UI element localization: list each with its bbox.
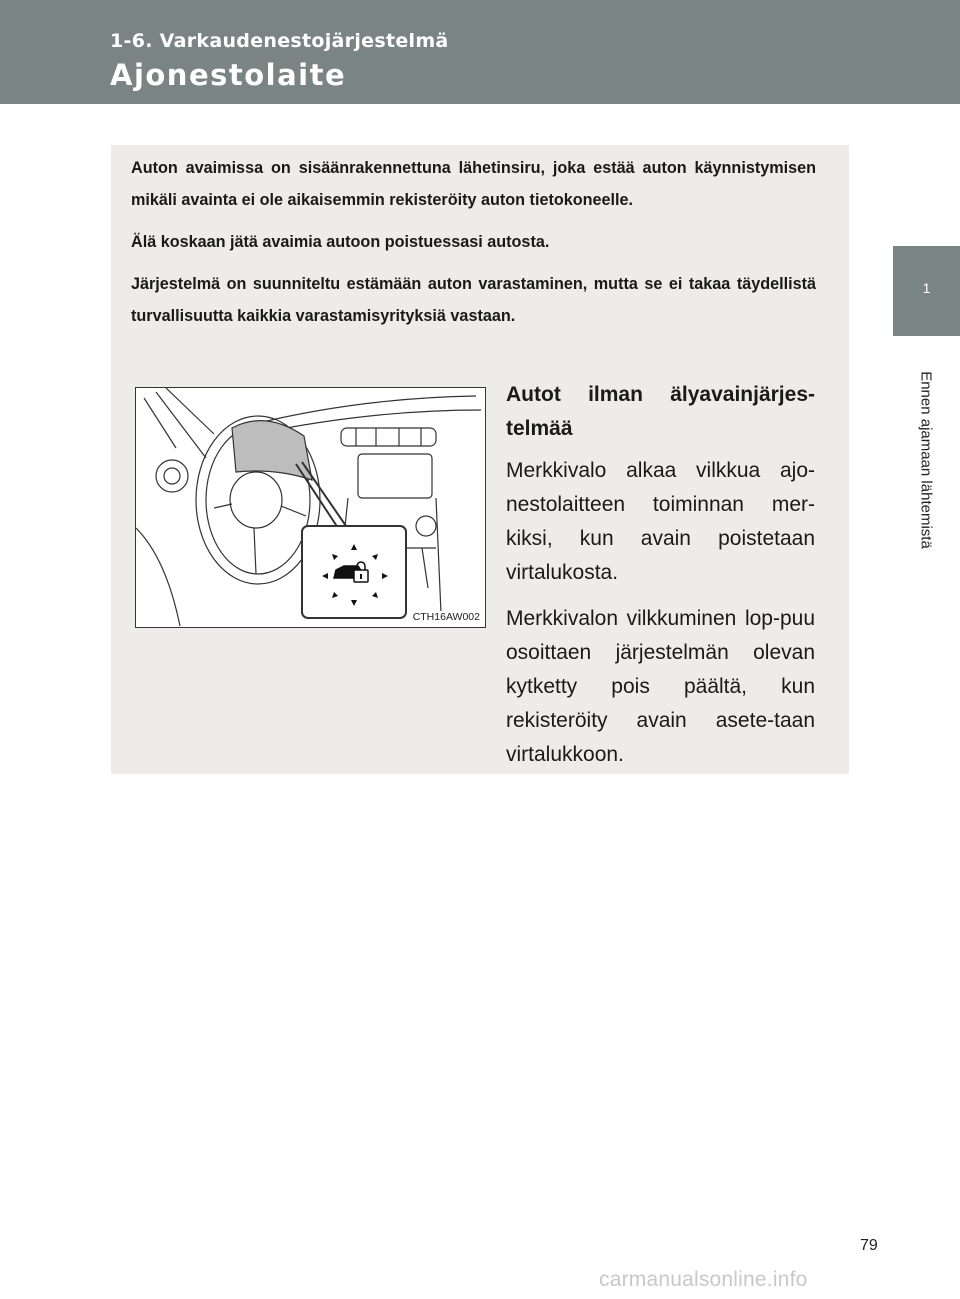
page-title: Ajonestolaite [110, 58, 347, 92]
intro-warning: Älä koskaan jätä avaimia autoon poistuessasi autosta. [131, 233, 550, 251]
intro-paragraph: Järjestelmä on suunniteltu estämään auton varastaminen, mutta se ei takaa täydellistä turvallisuutta kaikkia varastamisyrityksiä vastaan. [131, 275, 816, 325]
chapter-tab[interactable] [893, 244, 960, 336]
chapter-number: 1 [922, 280, 931, 296]
dashboard-illustration [135, 387, 486, 628]
section-subheading: Autot ilman älyavainjärjes-telmää [506, 383, 815, 440]
chapter-label: Ennen ajamaan lähtemistä [917, 371, 935, 549]
intro-text [131, 152, 816, 332]
section-paragraph: Merkkivalo alkaa vilkkua ajo-nestolaitteen toiminnan mer-kiksi, kun avain poistetaan virtalukosta. [506, 459, 815, 584]
watermark: carmanualsonline.info [599, 1268, 808, 1291]
section-paragraph: Merkkivalon vilkkuminen lop-puu osoittaen järjestelmän olevan kytketty pois päältä, kun rekisteröity avain asete-taan virtalukkoon. [506, 607, 815, 766]
page-header [0, 0, 960, 104]
section-title: 1-6. Varkaudenestojärjestelmä [110, 30, 449, 52]
figure-code: CTH16AW002 [412, 611, 480, 623]
immobilizer-section [506, 378, 815, 772]
intro-paragraph: Auton avaimissa on sisäänrakennettuna lähetinsiru, joka estää auton käynnistymisen mikäli avainta ei ole aikaisemmin rekisteröity auton tietokoneelle. [131, 159, 816, 209]
page-number: 79 [860, 1237, 878, 1254]
